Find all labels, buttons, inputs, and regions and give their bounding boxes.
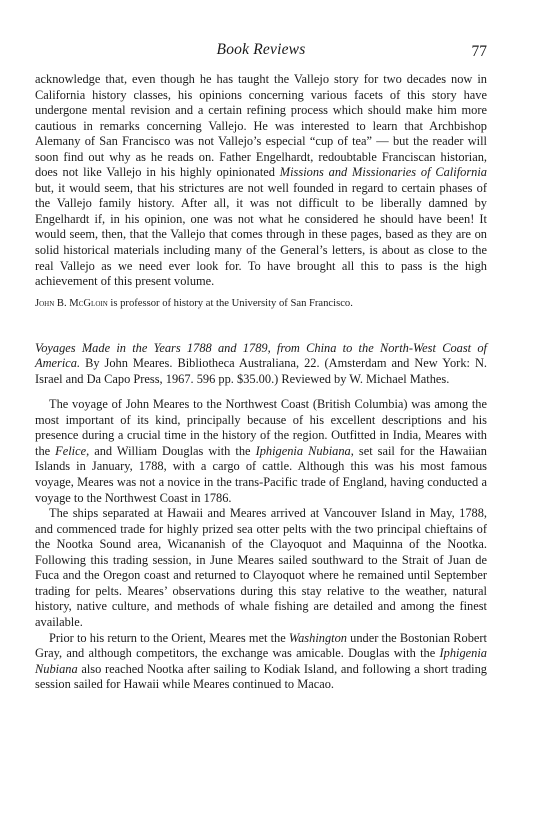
ship-name: Iphigenia Nubiana <box>35 646 487 676</box>
review-paragraph-1: The voyage of John Meares to the Northwest Coast (British Columbia) was among the most important of its kind, principally because of his excellent descriptions and his presence during a crucial time in the history of the region. Outfitted in India, Meares with the Felice, and William Douglas with the Iphigenia Nubiana, set sail for the Hawaiian Islands in January, 1788, with a cargo of cattle. Although this was his most famous voyage, Meares was not a novice in the trans-Pacific trade of England, having conducted a voyage to the Northwest Coast in 1786. <box>35 397 487 505</box>
running-title: Book Reviews <box>216 41 306 58</box>
ship-name: Iphigenia Nubiana <box>255 443 351 458</box>
continued-review-paragraph: acknowledge that, even though he has taught the Vallejo story for two decades now in California history classes, his opinions concerning various facets of this story have undergone mental revision and a certain refining process which should make him more cautious in remarks concerning Vallejo. He was interested to learn that Archbishop Alemany of San Francisco was not Vallejo’s especial “cup of tea” — but the reader will soon find out why as he reads on. Father Engelhardt, redoubtable Franciscan historian, does not like Vallejo in his highly opinionated Missions and Missionaries of California but, it would seem, that his strictures are not well founded in regard to certain phases of the Vallejo family history. After all, it was not difficult to be liberally damned by Engelhardt if, in his opinion, one was not what he considered he should have been! It would seem, then, that the Vallejo that comes through in these pages, based as they are on solid historical materials including many of the General’s letters, is about as close to the real Vallejo as we need ever look for. To have brought all this to pass is the high achievement of this present volume. <box>35 72 487 289</box>
body-text <box>35 72 487 693</box>
reviewer-name: John B. McGloin <box>35 297 108 309</box>
review-paragraph-3: Prior to his return to the Orient, Meares met the Washington under the Bostonian Robert Gray, and although competitors, the exchange was amicable. Douglas with the Iphigenia Nubiana also reached Nootka after sailing to Kodiak Island, and following a short trading session sailed for Hawaii while Meares continued to Macao. <box>35 630 488 692</box>
review-header <box>35 341 487 388</box>
book-title: Voyages Made in the Years 1788 and 1789, from China to the North-West Coast of America. <box>35 340 487 371</box>
book-bibliographic-info: By John Meares. Bibliotheca Australiana, 22. (Amsterdam and New York: N. Israel and Da Capo Press, 1967. 596 pp. $35.00.) Reviewed by W. Michael Mathes. <box>35 356 487 386</box>
ship-name: Washington <box>288 630 347 645</box>
running-head <box>35 41 487 61</box>
ship-name: Felice <box>55 443 87 458</box>
reviewer-note <box>35 297 487 311</box>
cited-book-title: Missions and Missionaries of California <box>279 165 487 180</box>
page-number: 77 <box>471 43 487 60</box>
reviewer-affiliation: is professor of history at the University of San Francisco. <box>107 297 353 309</box>
review-paragraph-2: The ships separated at Hawaii and Meares arrived at Vancouver Island in May, 1788, and commenced trade for highly prized sea otter pelts with the two principal chieftains of the Nootka Sound area, Wicananish of the Clayoquot and Maquinna of the Nootka. Following this trading session, in June Meares sailed southward to the Strait of Juan de Fuca and the Oregon coast and returned to Clayoquot where he remained until September trading for pelts. Meares’ observations during this stay relative to the weather, natural history, native culture, and methods of whale fishing are detailed and among the finest available. <box>35 506 487 629</box>
